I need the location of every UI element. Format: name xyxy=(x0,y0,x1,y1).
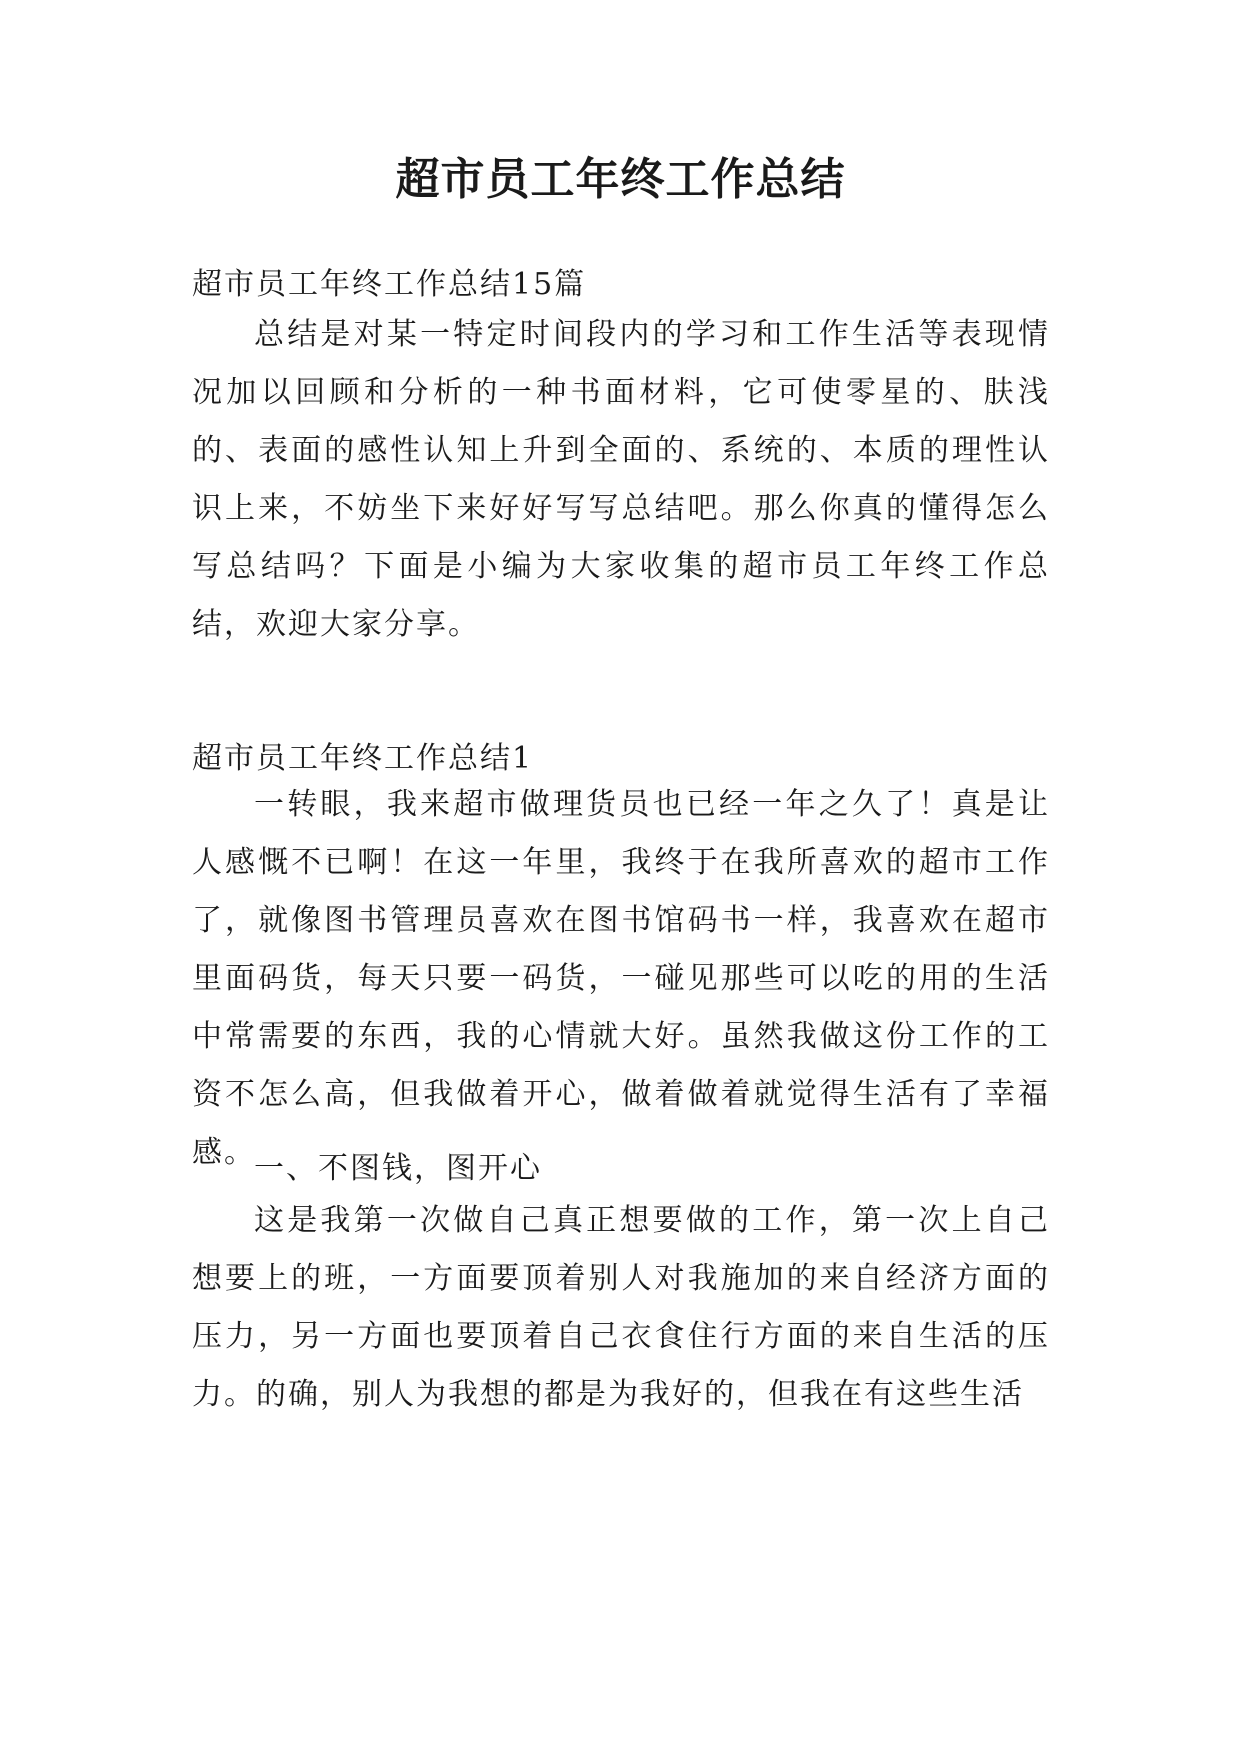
section1-paragraph-2: 这是我第一次做自己真正想要做的工作，第一次上自己想要上的班，一方面要顶着别人对我施加的来自经济方面的压力，另一方面也要顶着自己衣食住行方面的来自生活的压力。的确，别人为我想的都是为我好的，但我在有这些生活 xyxy=(192,1203,1050,1412)
section-heading-1: 超市员工年终工作总结1 xyxy=(192,741,534,776)
intro-paragraph: 总结是对某一特定时间段内的学习和工作生活等表现情况加以回顾和分析的一种书面材料，它可使零星的、肤浅的、表面的感性认知上升到全面的、系统的、本质的理性认识上来，不妨坐下来好好写写总结吧。那么你真的懂得怎么写总结吗？下面是小编为大家收集的超市员工年终工作总结，欢迎大家分享。 xyxy=(192,317,1050,642)
document-title: 超市员工年终工作总结 xyxy=(395,154,846,205)
section1-point-1: 一、不图钱，图开心 xyxy=(254,1151,542,1186)
section1-paragraph-1: 一转眼，我来超市做理货员也已经一年之久了！真是让人感慨不已啊！在这一年里，我终于在我所喜欢的超市工作了，就像图书管理员喜欢在图书馆码书一样，我喜欢在超市里面码货，每天只要一码货，一碰见那些可以吃的用的生活中常需要的东西，我的心情就大好。虽然我做这份工作的工资不怎么高，但我做着开心，做着做着就觉得生活有了幸福感。 xyxy=(192,787,1050,1170)
document-subtitle: 超市员工年终工作总结15篇 xyxy=(192,267,587,302)
